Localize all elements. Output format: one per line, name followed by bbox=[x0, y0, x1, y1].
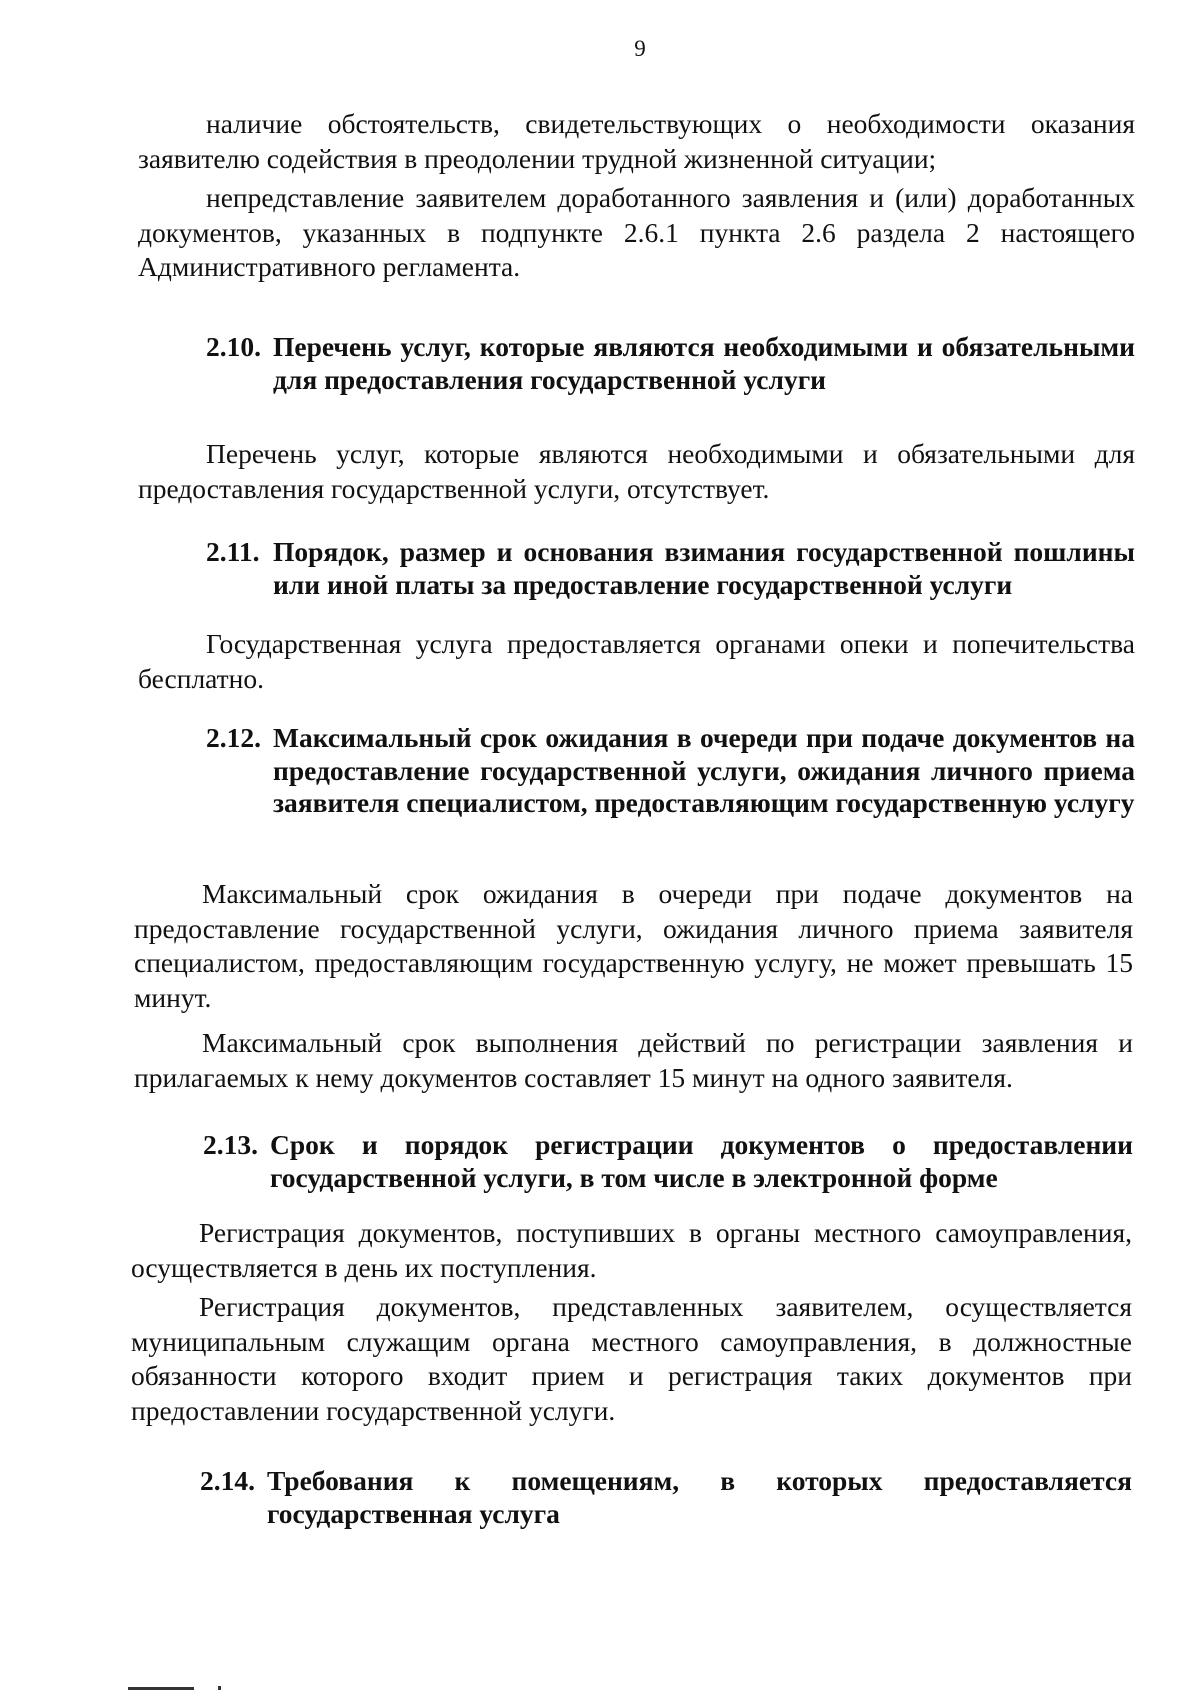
section-heading-2-11 bbox=[206, 536, 1135, 601]
section-title: Максимальный срок ожидания в очереди при подаче документов на предоставление государственной услуги, ожидания личного приема заявителя специалистом, предоставляющим государственную услугу bbox=[273, 722, 1135, 818]
scan-artifact bbox=[128, 1687, 194, 1690]
section-number: 2.14. bbox=[200, 1465, 255, 1496]
section-number: 2.13. bbox=[203, 1129, 258, 1160]
paragraph: Государственная услуга предоставляется органами опеки и попечительства бесплатно. bbox=[138, 628, 1135, 694]
section-heading-2-12 bbox=[206, 722, 1135, 820]
section-number: 2.12. bbox=[206, 722, 261, 753]
page-number: 9 bbox=[634, 36, 646, 61]
paragraph: Максимальный срок ожидания в очереди при подаче документов на предоставление государственной услуги, ожидания личного приема заявителя специалистом, предоставляющим государственную услугу, не может превышать 15 минут. bbox=[134, 878, 1133, 1013]
section-heading-2-10 bbox=[206, 331, 1135, 396]
section-title: Перечень услуг, которые являются необходимыми и обязательными для предоставления государственной услуги bbox=[273, 331, 1135, 395]
paragraph: Регистрация документов, поступивших в органы местного самоуправления, осуществляется в день их поступления. bbox=[131, 1217, 1132, 1283]
section-heading-2-14 bbox=[200, 1465, 1132, 1530]
section-heading-2-13 bbox=[203, 1129, 1133, 1194]
paragraph: Регистрация документов, представленных заявителем, осуществляется муниципальным служащим органа местного самоуправления, в должностные обязанности которого входит прием и регистрация таких документов при предоставлении государственной услуги. bbox=[131, 1291, 1132, 1426]
scan-artifact bbox=[218, 1686, 221, 1690]
paragraph: Максимальный срок выполнения действий по регистрации заявления и прилагаемых к нему документов составляет 15 минут на одного заявителя. bbox=[134, 1027, 1133, 1093]
paragraph: непредставление заявителем доработанного заявления и (или) доработанных документов, указанных в подпункте 2.6.1 пункта 2.6 раздела 2 настоящего Административного регламента. bbox=[138, 182, 1135, 282]
paragraph: наличие обстоятельств, свидетельствующих о необходимости оказания заявителю содействия в преодолении трудной жизненной ситуации; bbox=[138, 108, 1135, 174]
section-number: 2.11. bbox=[206, 536, 260, 567]
section-title: Срок и порядок регистрации документов о предоставлении государственной услуги, в том числе в электронной форме bbox=[270, 1129, 1133, 1193]
section-title: Требования к помещениям, в которых предоставляется государственная услуга bbox=[267, 1465, 1132, 1529]
section-title: Порядок, размер и основания взимания государственной пошлины или иной платы за предоставление государственной услуги bbox=[273, 536, 1135, 600]
paragraph: Перечень услуг, которые являются необходимыми и обязательными для предоставления государственной услуги, отсутствует. bbox=[138, 438, 1135, 504]
section-number: 2.10. bbox=[206, 331, 261, 362]
